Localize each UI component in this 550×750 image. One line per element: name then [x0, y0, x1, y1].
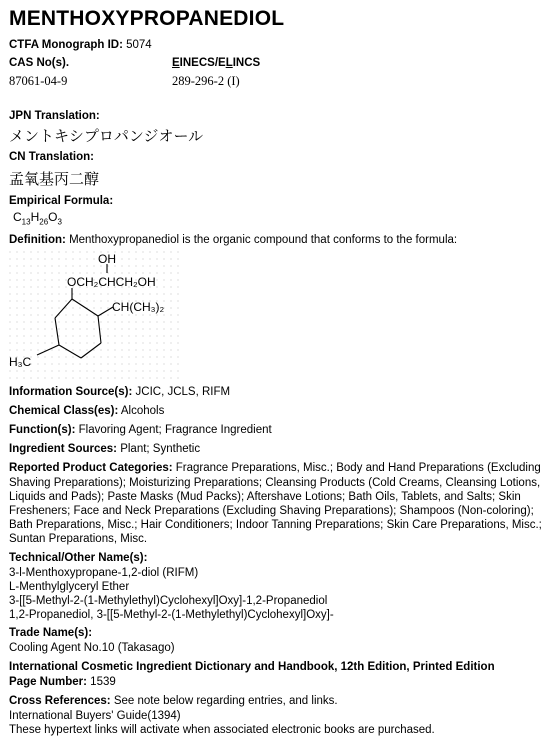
propanediol-chain-label: OCH₂CHCH₂OH: [67, 275, 156, 290]
chemical-class-row: [9, 404, 544, 419]
page-number-value: 1539: [90, 675, 116, 688]
hydroxyl-label: OH: [98, 252, 116, 267]
reported-categories-value: Fragrance Preparations, Misc.; Body and Hand Preparations (Excluding Shaving Preparations); Moisturizing Preparations; Cleansing Products (Cold Creams, Cleansing Lotions, Liquids and Pads); Paste Masks (Mud Packs); Aftershave Lotions; Bath Oils, Tablets, and Salts; Skin Fresheners; Face and Neck Preparations (Excluding Shaving Preparations); Shampoos (Non-coloring); Bath Preparations, Misc.; Hair Conditioners; Indoor Tanning Preparations; Skin Care Preparations, Misc.; Suntan Preparations, Misc.: [9, 462, 542, 546]
empirical-formula: $C_{13}H_{26}O_3$: [13, 210, 62, 227]
einecs-label: EINECS/ELINCS: [172, 57, 261, 69]
ingredient-sources-label: Ingredient Sources:: [9, 443, 117, 456]
chemical-class-label: Chemical Class(es):: [9, 405, 119, 418]
page-title: MENTHOXYPROPANEDIOL: [9, 7, 285, 30]
definition-value: Menthoxypropanediol is the organic compound that conforms to the formula:: [69, 234, 458, 247]
page-number-row: [9, 675, 544, 690]
hypertext-note: These hypertext links will activate when associated electronic books are purchased.: [9, 723, 435, 736]
cross-references-label: Cross References:: [9, 694, 111, 707]
registry-labels-row: [9, 56, 544, 71]
definition-label: Definition:: [9, 234, 66, 247]
cn-value: 孟氧基丙二醇: [9, 171, 100, 188]
cas-value: 87061-04-9: [9, 74, 68, 88]
structure-diagram: [9, 251, 179, 383]
monograph-page: [9, 6, 544, 737]
page-number-label: Page Number:: [9, 675, 87, 688]
trade-name-value: Cooling Agent No.10 (Takasago): [9, 642, 175, 655]
functions-row: [9, 423, 544, 438]
functions-label: Function(s):: [9, 424, 76, 437]
ingredient-sources-row: [9, 442, 544, 457]
info-sources-label: Information Source(s):: [9, 386, 133, 399]
dictionary-title: International Cosmetic Ingredient Dictionary and Handbook, 12th Edition, Printed Edition: [9, 660, 495, 673]
technical-name-item: L-Menthylglyceryl Ether: [9, 580, 130, 593]
chemical-class-value: Alcohols: [120, 405, 165, 418]
technical-name-item: 3-l-Menthoxypropane-1,2-diol (RIFM): [9, 566, 199, 579]
structure-svg: [9, 251, 179, 383]
trade-names-label: Trade Name(s):: [9, 627, 93, 640]
cross-references-value: See note below regarding entries, and links.: [113, 694, 338, 707]
monograph-id-label: CTFA Monograph ID:: [9, 39, 123, 51]
definition-row: [9, 233, 544, 248]
einecs-value: 289-296-2 (I): [172, 74, 240, 88]
cross-references-row: [9, 694, 544, 709]
ingredient-sources-value: Plant; Synthetic: [120, 443, 201, 456]
buyers-guide-link[interactable]: International Buyers' Guide(1394): [9, 709, 181, 722]
methyl-label: H₃C: [9, 355, 32, 370]
reported-categories-label: Reported Product Categories:: [9, 462, 173, 475]
info-sources-row: [9, 385, 544, 400]
jpn-label: JPN Translation:: [9, 110, 100, 122]
technical-name-item: 3-[[5-Methyl-2-(1-Methylethyl)Cyclohexyl]Oxy]-1,2-Propanediol: [9, 595, 328, 608]
info-sources-value: JCIC, JCLS, RIFM: [135, 386, 231, 399]
cas-label: CAS No(s).: [9, 57, 70, 69]
monograph-id-row: [9, 38, 544, 53]
monograph-id-value: 5074: [126, 39, 152, 51]
technical-names-label: Technical/Other Name(s):: [9, 551, 148, 564]
registry-values-row: [9, 74, 544, 89]
empirical-label: Empirical Formula:: [9, 195, 114, 207]
technical-name-item: 1,2-Propanediol, 3-[[5-Methyl-2-(1-Methylethyl)Cyclohexyl]Oxy]-: [9, 609, 334, 622]
isopropyl-label: CH(CH₃)₂: [112, 300, 165, 315]
reported-categories: [9, 461, 544, 546]
cn-label: CN Translation:: [9, 151, 94, 163]
structure-grid: [9, 251, 179, 383]
jpn-value: メントキシプロパンジオール: [9, 128, 204, 145]
functions-value: Flavoring Agent; Fragrance Ingredient: [78, 424, 272, 437]
